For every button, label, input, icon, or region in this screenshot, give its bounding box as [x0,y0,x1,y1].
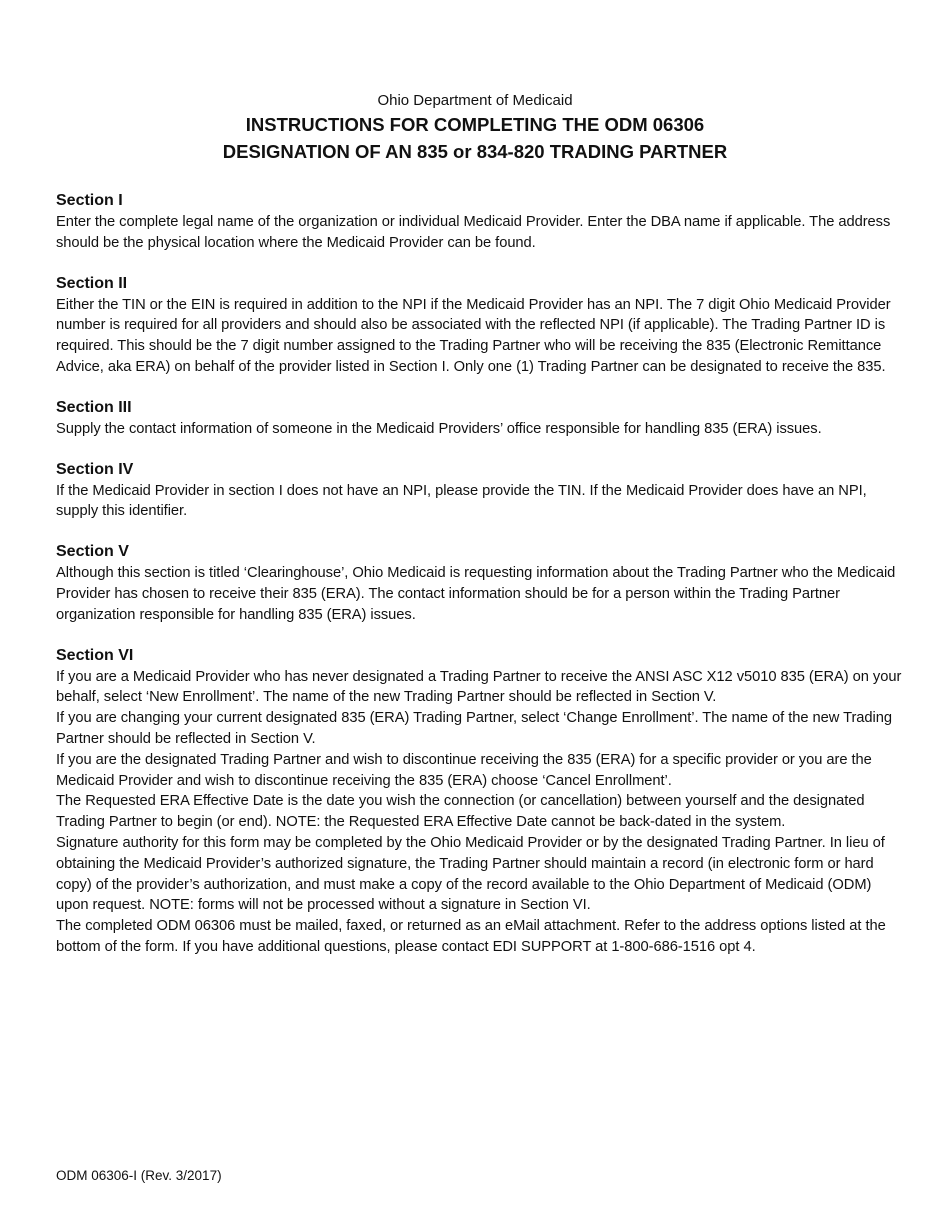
document-title-line-2: DESIGNATION OF AN 835 or 834-820 TRADING PARTNER [222,141,728,162]
instructions-body [56,190,906,977]
agency-name: Ohio Department of Medicaid [377,92,573,109]
section-3 [56,397,906,440]
section-paragraph: Either the TIN or the EIN is required in addition to the NPI if the Medicaid Provider has an NPI. The 7 digit Ohio Medicaid Provider number is required for all providers and should also be associated with the reflected NPI (if applicable). The Trading Partner ID is required. This should be the 7 digit number assigned to the Trading Partner who will be receiving the 835 (Electronic Remittance Advice, aka ERA) on behalf of the provider listed in Section I. Only one (1) Trading Partner can be designated to receive the 835. [56,296,891,375]
section-paragraph: If the Medicaid Provider in section I does not have an NPI, please provide the TIN. If the Medicaid Provider does have an NPI, supply this identifier. [56,482,867,520]
section-heading: Section III [56,398,132,416]
section-paragraph: If you are the designated Trading Partner and wish to discontinue receiving the 835 (ERA) for a specific provider or you are the Medicaid Provider and wish to discontinue receiving the 835 (ERA) choose ‘Cancel Enrollment’. [56,751,872,789]
section-heading: Section V [56,543,129,561]
document-title-line-1: INSTRUCTIONS FOR COMPLETING THE ODM 06306 [245,114,705,135]
section-paragraph: Although this section is titled ‘Clearinghouse’, Ohio Medicaid is requesting information about the Trading Partner who the Medicaid Provider has chosen to receive their 835 (ERA). The contact information should be for a person within the Trading Partner organization responsible for handling 835 (ERA) issues. [56,565,896,623]
section-6 [56,645,906,958]
section-heading: Section II [56,274,128,292]
section-paragraph: If you are a Medicaid Provider who has never designated a Trading Partner to receive the ANSI ASC X12 v5010 835 (ERA) on your behalf, select ‘New Enrollment’. The name of the new Trading Partner should be reflected in Section V. [56,668,902,706]
section-5 [56,541,906,625]
section-1 [56,190,906,254]
section-paragraph: Supply the contact information of someone in the Medicaid Providers’ office responsible for handling 835 (ERA) issues. [56,420,822,437]
form-revision-footer: ODM 06306-I (Rev. 3/2017) [56,1168,222,1183]
section-paragraph: If you are changing your current designated 835 (ERA) Trading Partner, select ‘Change Enrollment’. The name of the new Trading Partner should be reflected in Section V. [56,710,892,747]
section-2 [56,273,906,378]
section-heading: Section I [56,192,123,209]
section-heading: Section VI [56,646,134,664]
section-paragraph: Signature authority for this form may be completed by the Ohio Medicaid Provider or by the designated Trading Partner. In lieu of obtaining the Medicaid Provider’s authorized signature, the Trading Partner should maintain a record (in electronic form or hard copy) of the provider’s authorization, and must make a copy of the record available to the Ohio Department of Medicaid (ODM) upon request. NOTE: forms will not be processed without a signature in Section VI. [56,834,885,914]
section-4 [56,459,906,523]
section-heading: Section IV [56,460,134,478]
section-paragraph: Enter the complete legal name of the organization or individual Medicaid Provider. Enter the DBA name if applicable. The address should be the physical location where the Medicaid Provider can be found. [56,214,891,251]
document-header [0,91,950,165]
section-paragraph: The completed ODM 06306 must be mailed, faxed, or returned as an eMail attachment. Refer to the address options listed at the bottom of the form. If you have additional questions, please contact EDI SUPPORT at 1-800-686-1516 opt 4. [56,918,886,955]
section-paragraph: The Requested ERA Effective Date is the date you wish the connection (or cancellation) between yourself and the designated Trading Partner to begin (or end). NOTE: the Requested ERA Effective Date cannot be back-dated in the system. [56,793,865,831]
